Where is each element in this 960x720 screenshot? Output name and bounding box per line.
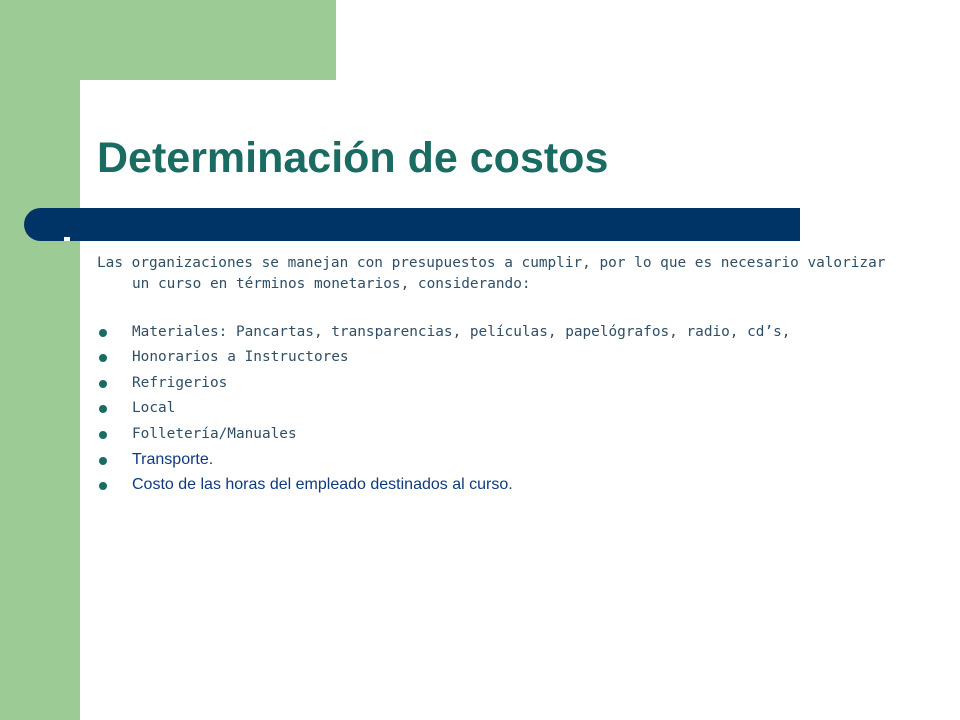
bullet-icon	[99, 354, 107, 362]
bullet-text: Honorarios a Instructores	[132, 349, 349, 366]
green-top-band	[80, 0, 336, 80]
bullet-text: Costo de las horas del empleado destinados al curso.	[132, 476, 513, 494]
slide-title: Determinación de costos	[97, 134, 609, 182]
bullet-icon	[99, 457, 107, 465]
bullet-text: Local	[132, 400, 176, 417]
bullet-icon	[99, 405, 107, 413]
intro-paragraph: Las organizaciones se manejan con presupuestos a cumplir, por lo que es necesario valorizar un curso en términos monetarios, considerando:	[97, 255, 886, 292]
bullet-icon	[99, 482, 107, 490]
bullet-text: Refrigerios	[132, 374, 228, 391]
bullet-text: Materiales: Pancartas, transparencias, películas, papelógrafos, radio, cd’s,	[132, 324, 791, 340]
title-underline-bar	[24, 208, 800, 241]
title-bar-notch	[64, 237, 70, 241]
bullet-text: Folletería/Manuales	[132, 425, 297, 442]
bullet-icon	[99, 329, 107, 337]
green-left-band	[0, 0, 80, 720]
bullet-icon	[99, 380, 107, 388]
bullet-text: Transporte.	[132, 450, 214, 468]
bullet-icon	[99, 431, 107, 439]
